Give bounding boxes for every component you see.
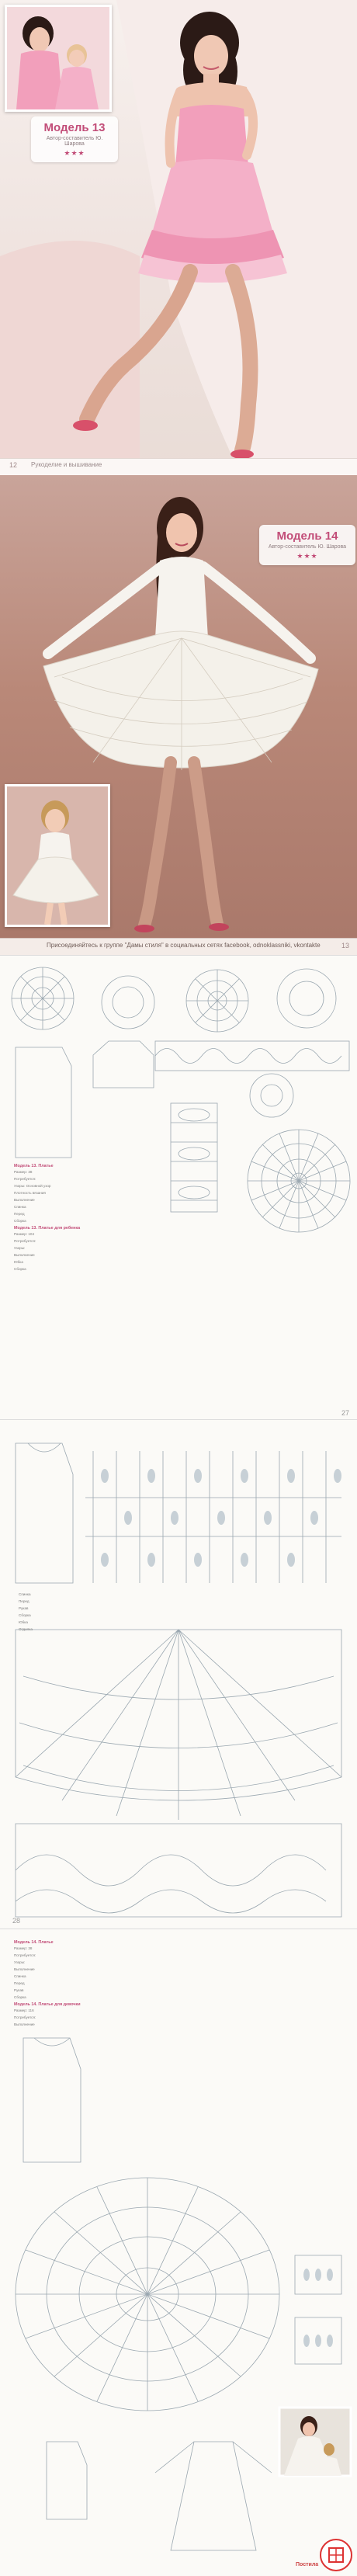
magazine-page-model-13 [0,0,357,475]
postila-logo-icon [318,2537,354,2573]
instructions-column-2: Спинка Перед Рукав Сборка Юбка Отделка [19,1592,33,1631]
pattern-page-model-14 [0,1929,357,2576]
magazine-footer: Рукоделие и вышивание [31,461,102,468]
social-footer-note: Присоединяйтесь к группе "Дамы стиля" в социальных сетях facebook, odnoklassniki, vkontakte [47,942,321,949]
crochet-charts [0,1420,357,1929]
pattern-page-model-13 [0,955,357,1420]
section-heading: Модель 14. Платье для девочки [14,2002,81,2007]
inset-photo-girl-lace-dress [5,784,110,927]
pattern-page-2 [0,1419,357,1929]
magazine-page-model-14 [0,475,357,955]
inset-photo-mother-child [5,5,112,112]
page-number: 28 [12,1917,21,1925]
difficulty-stars: ★★★ [296,552,318,560]
page-number: 12 [9,461,18,469]
model-author: Автор-составитель Ю. Шарова [268,544,347,550]
model-13-label-card [31,116,118,162]
inset-photo-mother-daughter [279,2408,351,2476]
model-title: Модель 14 [276,529,338,543]
model-title: Модель 13 [43,121,106,134]
section-heading: Модель 13. Платье [14,1164,54,1168]
section-heading: Модель 13. Платье для ребенка [14,1226,81,1231]
model-14-label-card [259,525,355,565]
page-number: 27 [341,1409,350,1417]
instructions-column-3: Модель 14. Платье Размер: 38 Потребуется: Узоры: Выполнение Спинка Перед Рукав Сборка Модель 14. Платье для девочки Размер: 116 Потребуется: Выполнение [14,1940,340,2029]
section-heading: Модель 14. Платье [14,1940,54,1945]
watermark-label: Постила [296,2562,319,2567]
instructions-column-1: Модель 13. Платье Размер: 38 Потребуется: Узоры: Основной узор Плотность вязания Выполнение Спинка Перед Сборка Модель 13. Платье для ребенка Размер: 104 Потребуется: Узоры: Выполнение Юбка Сборка [14,1164,92,1274]
model-author: Автор-составитель Ю. Шарова [46,136,103,147]
difficulty-stars: ★★★ [64,149,85,157]
page-number: 13 [341,942,350,950]
